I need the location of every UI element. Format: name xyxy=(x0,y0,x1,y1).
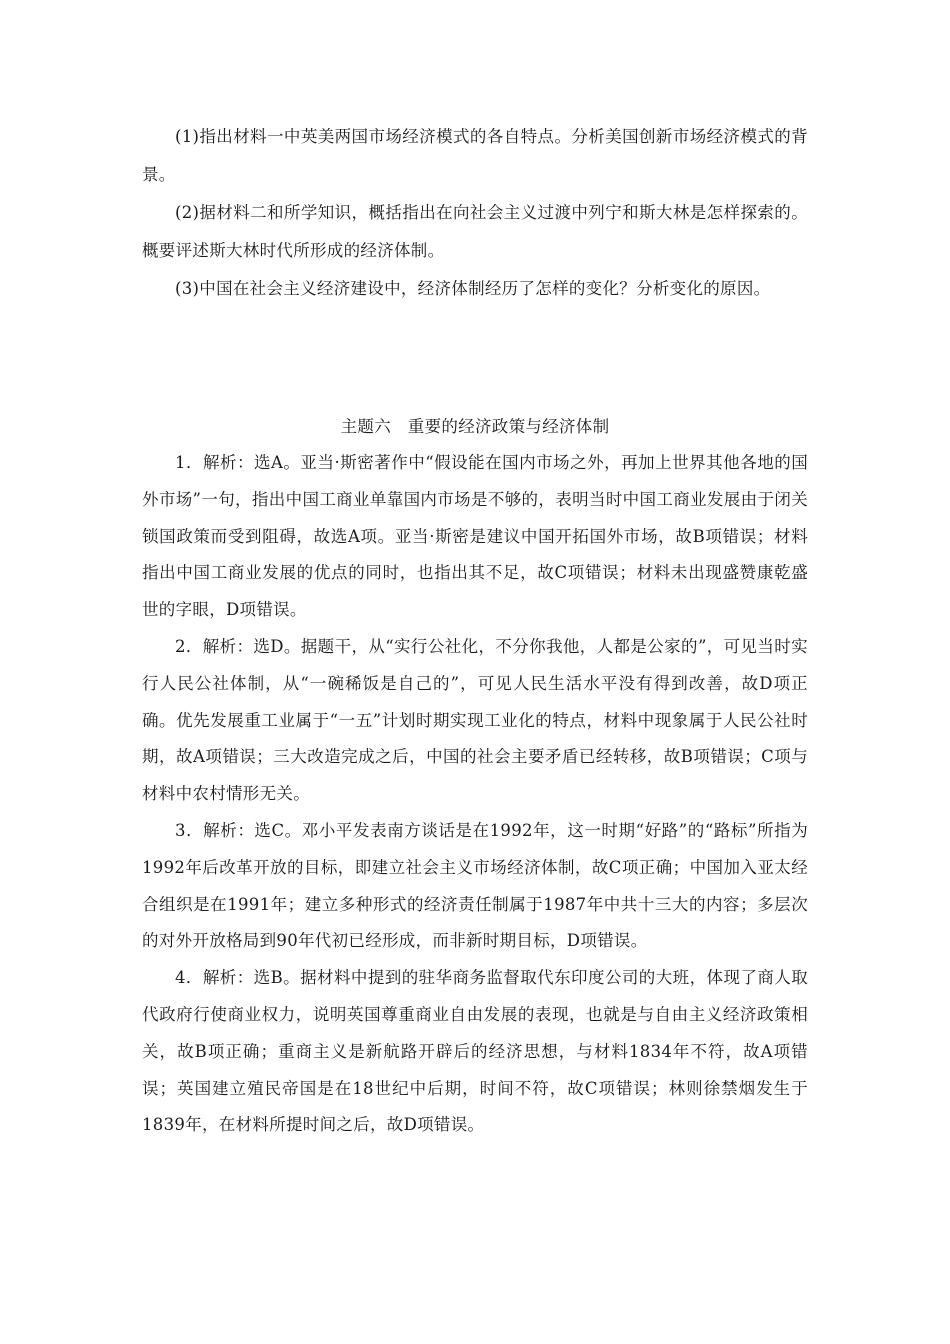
question-1: (1)指出材料一中英美两国市场经济模式的各自特点。分析美国创新市场经济模式的背景。 xyxy=(142,127,808,184)
answer-list xyxy=(142,445,808,1144)
question-list xyxy=(142,118,808,308)
answer-1: 1．解析：选A。亚当·斯密著作中“假设能在国内市场之外，再加上世界其他各地的国外市场”一句，指出中国工商业单靠国内市场是不够的，表明当时中国工商业发展由于闭关锁国政策而受到阻碍，故选A项。亚当·斯密是建议中国开拓国外市场，故B项错误；材料指出中国工商业发展的优点的同时，也指出其不足，故C项错误；材料未出现盛赞康乾盛世的字眼，D项错误。 xyxy=(142,453,808,620)
answer-2: 2．解析：选D。据题干，从“实行公社化，不分你我他，人都是公家的”，可见当时实行人民公社体制，从“一碗稀饭是自己的”，可见人民生活水平没有得到改善，故D项正确。优先发展重工业属于“一五”计划时期实现工业化的特点，材料中现象属于人民公社时期，故A项错误；三大改造完成之后，中国的社会主要矛盾已经转移，故B项错误；C项与材料中农村情形无关。 xyxy=(142,636,808,804)
section-title: 主题六 重要的经济政策与经济体制 xyxy=(340,417,610,436)
question-2: (2)据材料二和所学知识，概括指出在向社会主义过渡中列宁和斯大林是怎样探索的。概要评述斯大林时代所形成的经济体制。 xyxy=(142,203,808,260)
answer-4: 4．解析：选B。据材料中提到的驻华商务监督取代东印度公司的大班，体现了商人取代政府行使商业权力，说明英国尊重商业自由发展的表现，也就是与自由主义经济政策相关，故B项正确；重商主义是新航路开辟后的经济思想，与材料1834年不符，故A项错误；英国建立殖民帝国是在18世纪中后期，时间不符，故C项错误；林则徐禁烟发生于1839年，在材料所提时间之后，故D项错误。 xyxy=(142,968,808,1135)
question-3: (3)中国在社会主义经济建设中，经济体制经历了怎样的变化？分析变化的原因。 xyxy=(175,279,771,298)
answer-3: 3．解析：选C。邓小平发表南方谈话是在1992年，这一时期“好路”的“路标”所指为1992年后改革开放的目标，即建立社会主义市场经济体制，故C项正确；中国加入亚太经合组织是在1991年；建立多种形式的经济责任制属于1987年中共十三大的内容；多层次的对外开放格局到90年代初已经形成，而非新时期目标，D项错误。 xyxy=(142,820,808,951)
